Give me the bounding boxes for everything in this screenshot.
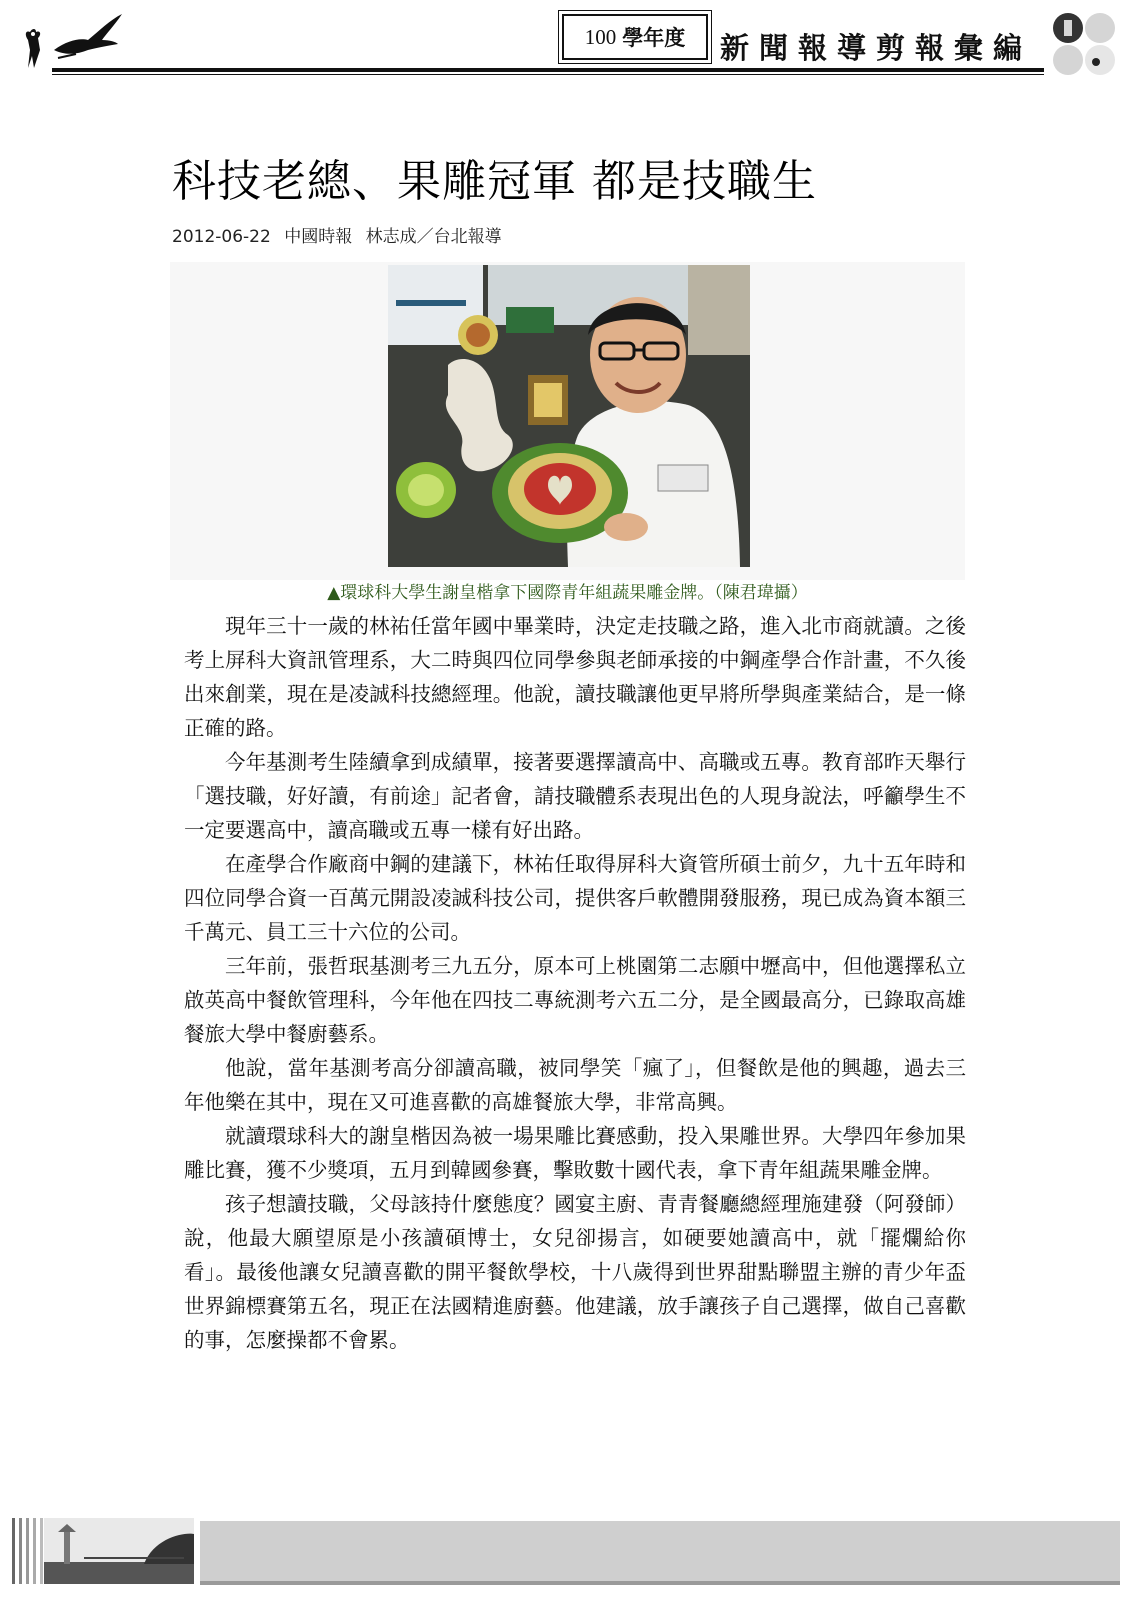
article-paragraph: 在產學合作廠商中鋼的建議下，林祐任取得屏科大資管所碩士前夕，九十五年時和四位同學合資一百萬元開設凌誠科技公司，提供客戶軟體開發服務，現已成為資本額三千萬元、員工三十六位的公司。 (184, 852, 966, 944)
footer-stripes-decoration (12, 1518, 46, 1584)
article-paragraph: 就讀環球科大的謝皇楷因為被一場果雕比賽感動，投入果雕世界。大學四年參加果雕比賽，獲不少獎項，五月到韓國參賽，擊敗數十國代表，拿下青年組蔬果雕金牌。 (184, 1124, 966, 1182)
article-source: 中國時報 (284, 227, 353, 247)
decorative-circles-icon (1050, 10, 1120, 80)
article-paragraph: 孩子想讀技職，父母該持什麼態度？國宴主廚、青青餐廳總經理施建發（阿發師）說，他最大願望原是小孩讀碩博士，女兒卻揚言，如硬要她讀高中，就「擺爛給你看」。最後他讓女兒讀喜歡的開平餐飲學校，十八歲得到世界甜點聯盟主辦的青少年盃世界錦標賽第五名，現正在法國精進廚藝。他建議，放手讓孩子自己選擇，做自己喜歡的事，怎麼操都不會累。 (184, 1192, 966, 1352)
article-reporter: 林志成／台北報導 (365, 227, 502, 247)
article-headline: 科技老總、果雕冠軍 都是技職生 (172, 156, 817, 207)
article-paragraph: 他說，當年基測考高分卻讀高職，被同學笑「瘋了」，但餐飲是他的興趣，過去三年他樂在其中，現在又可進喜歡的高雄餐旅大學，非常高興。 (184, 1056, 966, 1114)
academic-year-box (562, 14, 708, 60)
article-date: 2012-06-22 (172, 227, 271, 247)
article-photo (388, 265, 750, 567)
article-byline (172, 222, 510, 247)
photo-caption: ▲環球科大學生謝皇楷拿下國際青年組蔬果雕金牌。（陳君瑋攝） (327, 583, 808, 603)
series-title: 新聞報導剪報彙編 (720, 31, 1033, 65)
article-paragraph: 今年基測考生陸續拿到成績單，接著要選擇讀高中、高職或五專。教育部昨天舉行「選技職，好好讀，有前途」記者會，請技職體系表現出色的人現身說法，呼籲學生不一定要選高中，讀高職或五專一樣有好出路。 (184, 750, 966, 842)
article-paragraph: 現年三十一歲的林祐任當年國中畢業時，決定走技職之路，進入北市商就讀。之後考上屏科大資訊管理系，大二時與四位同學參與老師承接的中鋼產學合作計畫，不久後出來創業，現在是凌誠科技總經理。他說，讀技職讓他更早將所學與產業結合，是一條正確的路。 (184, 614, 966, 740)
footer-bar (200, 1521, 1120, 1585)
header-rule-thin (52, 74, 1044, 75)
footer-landscape-photo (44, 1518, 194, 1584)
header-rule (52, 68, 1044, 72)
academic-year-number: 100 (584, 24, 617, 49)
school-logo-bird-icon (18, 10, 128, 74)
article-body (184, 609, 966, 1357)
academic-year-label: 學年度 (622, 26, 686, 50)
article-paragraph: 三年前，張哲珉基測考三九五分，原本可上桃園第二志願中壢高中，但他選擇私立啟英高中餐飲管理科，今年他在四技二專統測考六五二分，是全國最高分，已錄取高雄餐旅大學中餐廚藝系。 (184, 954, 966, 1046)
